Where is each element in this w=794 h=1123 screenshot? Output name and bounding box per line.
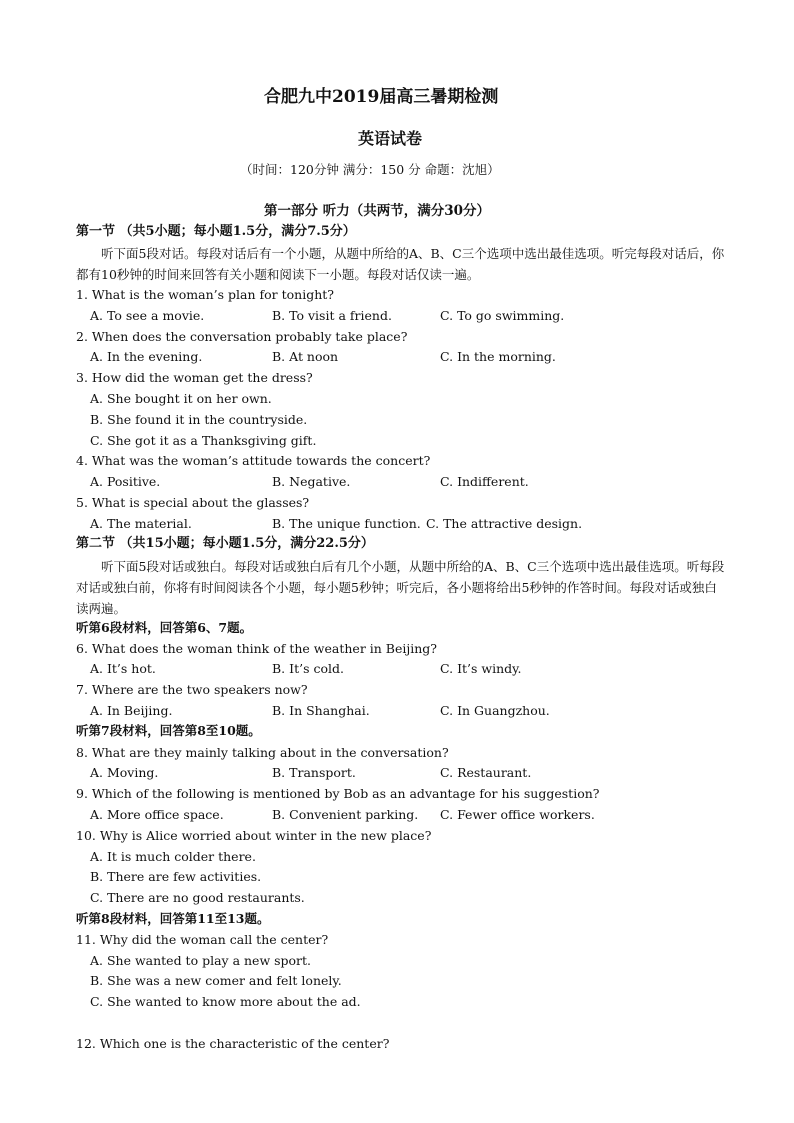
q8-option-a: A. Moving.: [90, 765, 159, 780]
q2-option-c: C. In the morning.: [440, 349, 556, 364]
q7-option-b: B. In Shanghai.: [272, 703, 370, 718]
q6-option-c: C. It’s windy.: [440, 661, 522, 676]
exam-info: （时间：120分钟 满分：150 分 命题：沈旭）: [240, 162, 500, 177]
q11-option-a: A. She wanted to play a new sport.: [90, 953, 312, 968]
q11-option-c: C. She wanted to know more about the ad.: [90, 994, 361, 1009]
q9-option-c: C. Fewer office workers.: [440, 807, 595, 822]
group8-heading: 听第8段材料，回答第11至13题。: [76, 911, 270, 926]
question-11: 11. Why did the woman call the center?: [76, 932, 329, 947]
section2-instructions: 听下面5段对话或独白。每段对话或独白后有几个小题，从题中所给的A、B、C三个选项中选出最佳选项。听每段对话或独白前，你将有时间阅读各个小题，每小题5秒钟；听完后，各小题将给出5秒钟的作答时间。每段对话或独白读两遍。: [76, 559, 725, 616]
question-3: 3. How did the woman get the dress?: [76, 370, 313, 385]
q6-option-b: B. It’s cold.: [272, 661, 344, 676]
question-10: 10. Why is Alice worried about winter in the new place?: [76, 828, 432, 843]
section2-heading: 第二节 （共15小题；每小题1.5分，满分22.5分）: [76, 536, 374, 551]
q3-option-b: B. She found it in the countryside.: [90, 412, 308, 427]
q3-option-a: A. She bought it on her own.: [90, 391, 272, 406]
question-9: 9. Which of the following is mentioned by Bob as an advantage for his suggestion?: [76, 786, 600, 801]
exam-subtitle: 英语试卷: [358, 129, 423, 148]
section1-instructions: 听下面5段对话。每段对话后有一个小题，从题中所给的A、B、C三个选项中选出最佳选项。听完每段对话后，你都有10秒钟的时间来回答有关小题和阅读下一小题。每段对话仅读一遍。: [76, 246, 725, 282]
q9-option-b: B. Convenient parking.: [272, 807, 419, 822]
q4-option-c: C. Indifferent.: [440, 474, 529, 489]
q4-option-b: B. Negative.: [272, 474, 351, 489]
part1-heading: 第一部分 听力（共两节，满分30分）: [264, 203, 490, 219]
q7-option-a: A. In Beijing.: [90, 703, 173, 718]
q10-option-a: A. It is much colder there.: [90, 849, 256, 864]
q5-option-b: B. The unique function.: [272, 516, 421, 531]
exam-title: 合肥九中2019届高三暑期检测: [264, 87, 499, 107]
q6-option-a: A. It’s hot.: [90, 661, 156, 676]
section1-heading: 第一节 （共5小题；每小题1.5分，满分7.5分）: [76, 224, 356, 239]
q2-option-b: B. At noon: [272, 349, 339, 364]
question-1: 1. What is the woman’s plan for tonight?: [76, 287, 334, 302]
q8-option-c: C. Restaurant.: [440, 765, 532, 780]
q4-option-a: A. Positive.: [90, 474, 161, 489]
q11-option-b: B. She was a new comer and felt lonely.: [90, 973, 342, 988]
question-12: 12. Which one is the characteristic of the center?: [76, 1036, 390, 1051]
group6-heading: 听第6段材料，回答第6、7题。: [76, 620, 253, 635]
question-5: 5. What is special about the glasses?: [76, 495, 310, 510]
q10-option-c: C. There are no good restaurants.: [90, 890, 305, 905]
question-4: 4. What was the woman’s attitude towards the concert?: [76, 453, 431, 468]
q1-option-a: A. To see a movie.: [90, 308, 205, 323]
q3-option-c: C. She got it as a Thanksgiving gift.: [90, 433, 317, 448]
q10-option-b: B. There are few activities.: [90, 869, 262, 884]
question-8: 8. What are they mainly talking about in the conversation?: [76, 745, 449, 760]
q2-option-a: A. In the evening.: [90, 349, 203, 364]
q5-option-c: C. The attractive design.: [426, 516, 583, 531]
q1-option-c: C. To go swimming.: [440, 308, 565, 323]
question-6: 6. What does the woman think of the weather in Beijing?: [76, 641, 437, 656]
q8-option-b: B. Transport.: [272, 765, 356, 780]
q7-option-c: C. In Guangzhou.: [440, 703, 550, 718]
group7-heading: 听第7段材料，回答第8至10题。: [76, 723, 261, 738]
q9-option-a: A. More office space.: [90, 807, 224, 822]
q1-option-b: B. To visit a friend.: [272, 308, 392, 323]
q5-option-a: A. The material.: [90, 516, 192, 531]
question-7: 7. Where are the two speakers now?: [76, 682, 308, 697]
question-2: 2. When does the conversation probably take place?: [76, 329, 408, 344]
